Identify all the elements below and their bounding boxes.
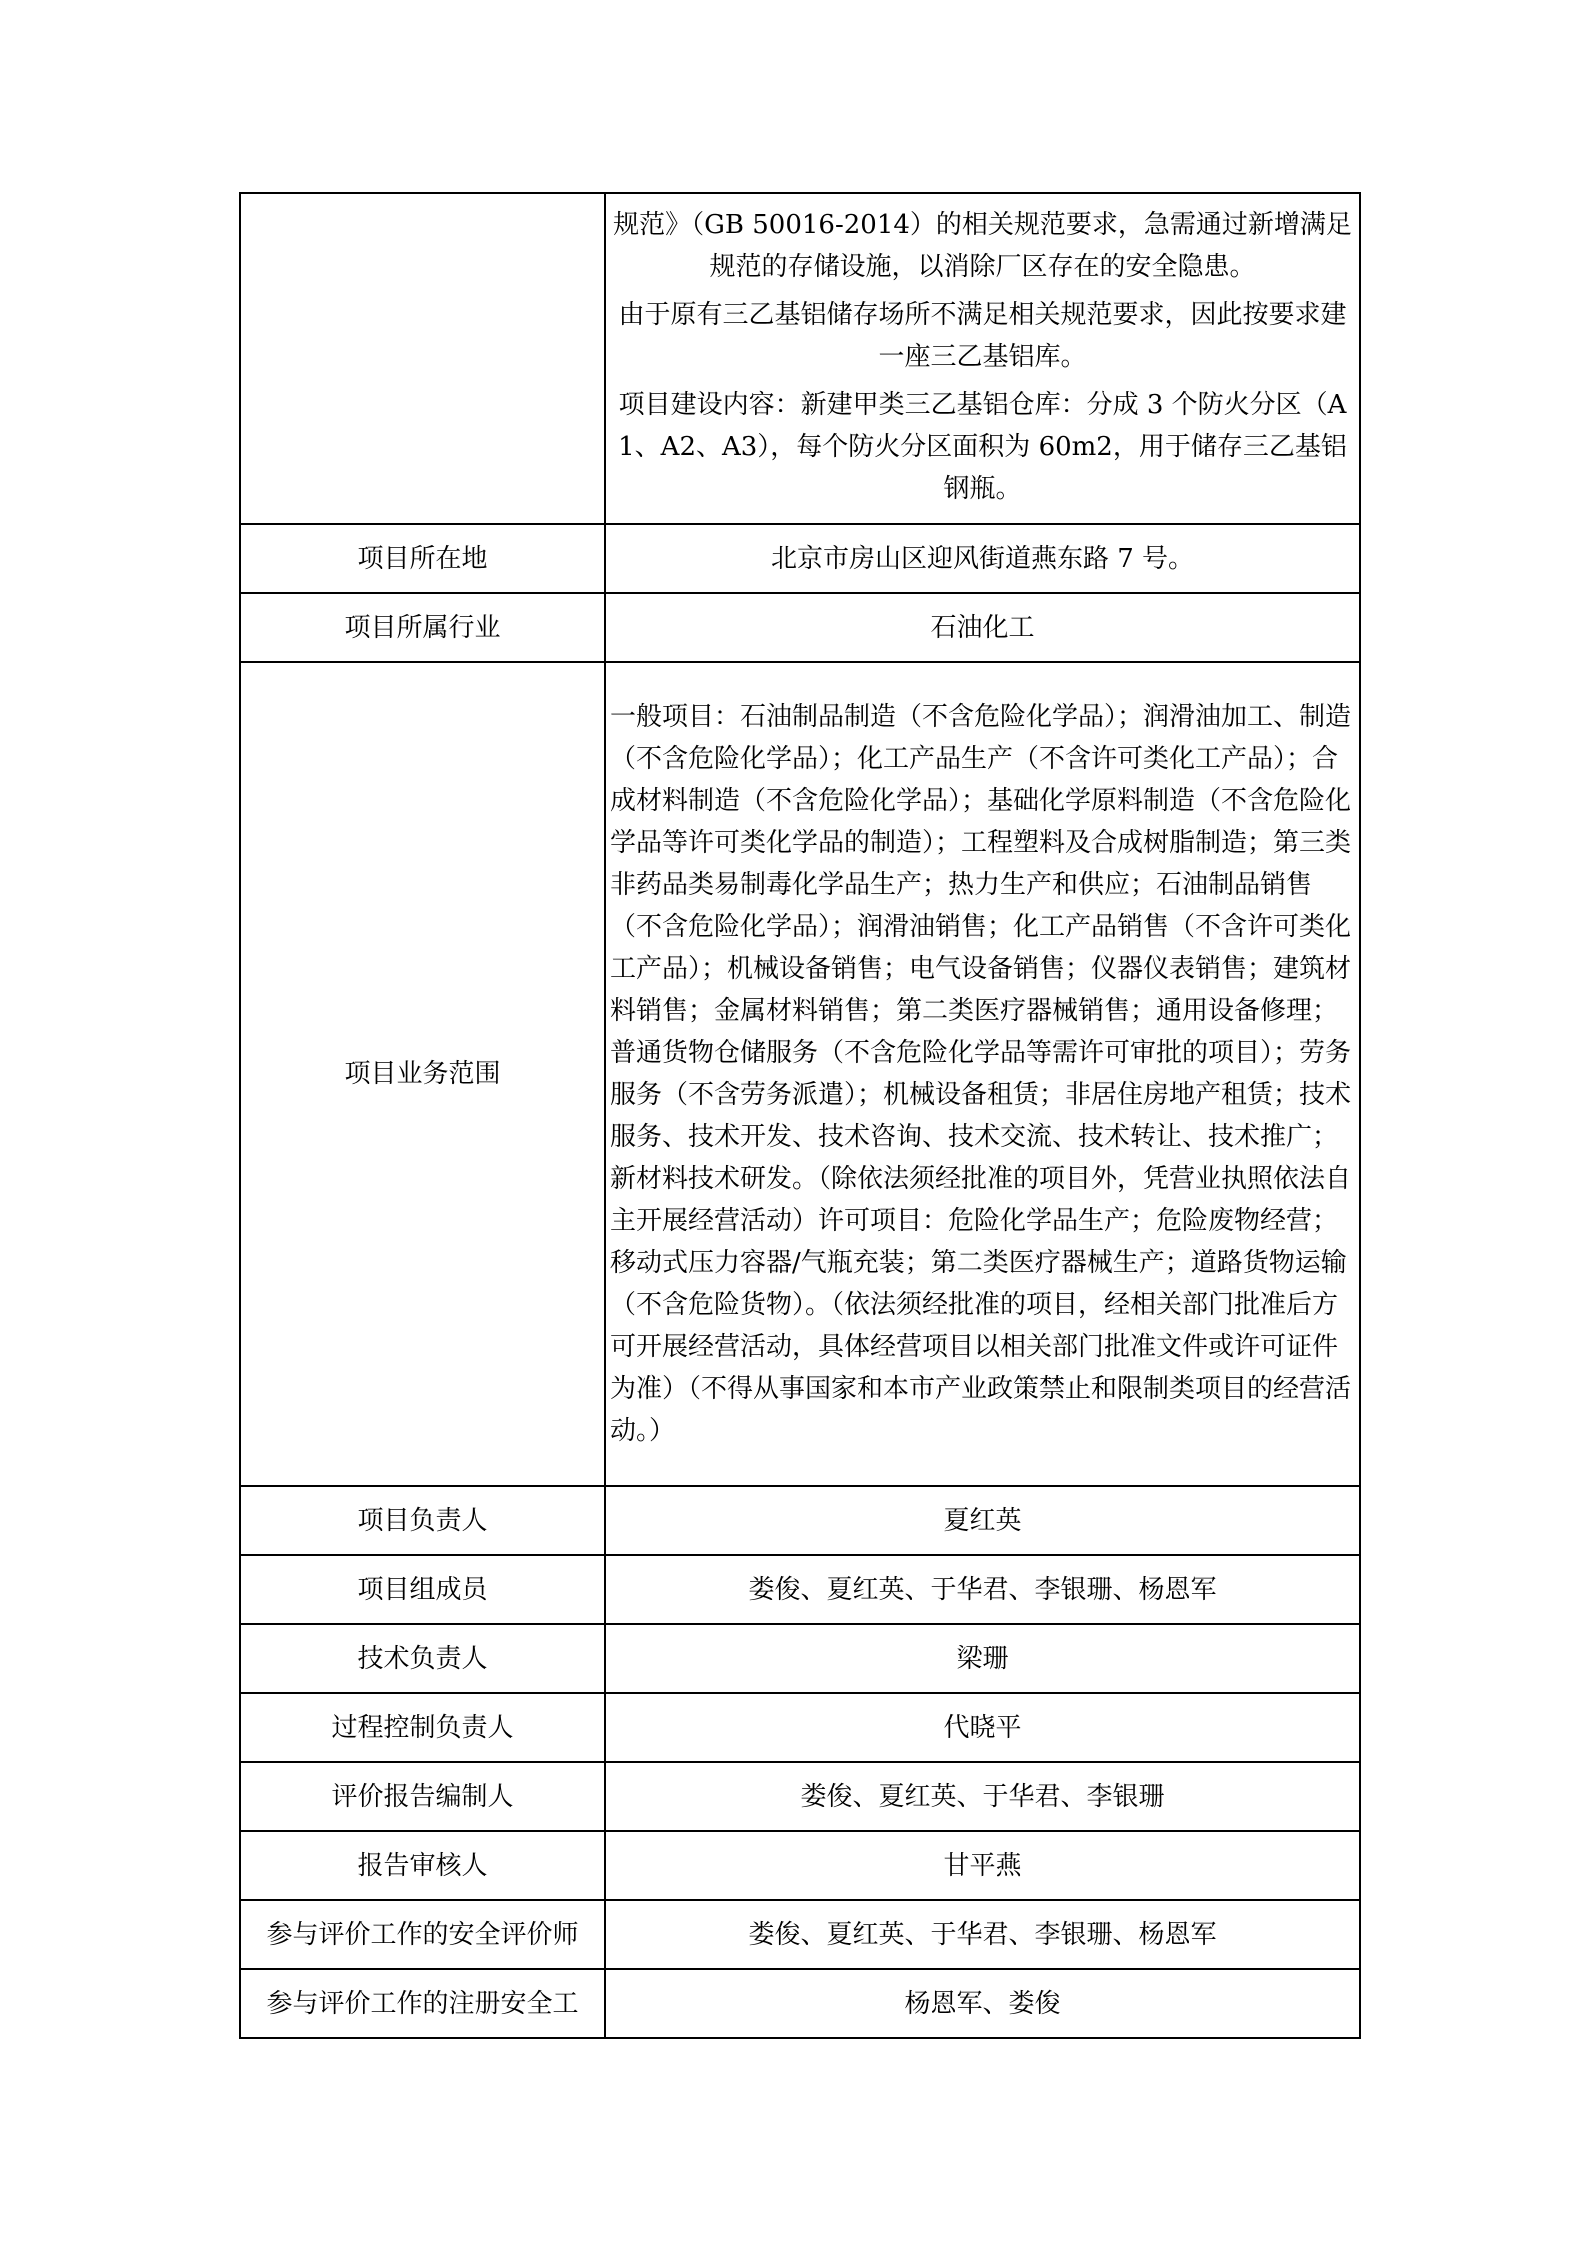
engineers-value: 杨恩军、娄俊 (605, 1969, 1360, 2038)
leader-label: 项目负责人 (240, 1486, 605, 1555)
members-value: 娄俊、夏红英、于华君、李银珊、杨恩军 (605, 1555, 1360, 1624)
row-description (240, 193, 1360, 524)
row-report-authors (240, 1762, 1360, 1831)
location-value: 北京市房山区迎风街道燕东路 7 号。 (605, 524, 1360, 593)
description-label (240, 193, 605, 524)
description-paragraph: 规范》（GB 50016-2014）的相关规范要求，急需通过新增满足规范的存储设施，以消除厂区存在的安全隐患。 (613, 209, 1352, 282)
industry-value: 石油化工 (605, 593, 1360, 662)
report-authors-value: 娄俊、夏红英、于华君、李银珊 (605, 1762, 1360, 1831)
row-leader (240, 1486, 1360, 1555)
row-reviewer (240, 1831, 1360, 1900)
row-evaluators (240, 1900, 1360, 1969)
row-engineers (240, 1969, 1360, 2038)
engineers-label: 参与评价工作的注册安全工 (240, 1969, 605, 2038)
scope-value: 一般项目：石油制品制造（不含危险化学品）；润滑油加工、制造（不含危险化学品）；化工产品生产（不含许可类化工产品）；合成材料制造（不含危险化学品）；基础化学原料制造（不含危险化学品等许可类化学品的制造）；工程塑料及合成树脂制造；第三类非药品类易制毒化学品生产；热力生产和供应；石油制品销售（不含危险化学品）；润滑油销售；化工产品销售（不含许可类化工产品）；机械设备销售；电气设备销售；仪器仪表销售；建筑材料销售；金属材料销售；第二类医疗器械销售；通用设备修理；普通货物仓储服务（不含危险化学品等需许可审批的项目）；劳务服务（不含劳务派遣）；机械设备租赁；非居住房地产租赁；技术服务、技术开发、技术咨询、技术交流、技术转让、技术推广；新材料技术研发。（除依法须经批准的项目外，凭营业执照依法自主开展经营活动）许可项目：危险化学品生产；危险废物经营；移动式压力容器/气瓶充装；第二类医疗器械生产；道路货物运输（不含危险货物）。（依法须经批准的项目，经相关部门批准后方可开展经营活动，具体经营项目以相关部门批准文件或许可证件为准）（不得从事国家和本市产业政策禁止和限制类项目的经营活动。） (605, 662, 1360, 1486)
description-paragraph: 项目建设内容：新建甲类三乙基铝仓库：分成 3 个防火分区（A1、A2、A3），每个防火分区面积为 60m2，用于储存三乙基铝钢瓶。 (618, 389, 1347, 504)
process-leader-label: 过程控制负责人 (240, 1693, 605, 1762)
industry-label: 项目所属行业 (240, 593, 605, 662)
leader-value: 夏红英 (605, 1486, 1360, 1555)
row-location (240, 524, 1360, 593)
evaluators-label: 参与评价工作的安全评价师 (240, 1900, 605, 1969)
description-paragraph: 由于原有三乙基铝储存场所不满足相关规范要求，因此按要求建一座三乙基铝库。 (618, 299, 1347, 372)
project-info-table (239, 192, 1361, 2039)
row-scope (240, 662, 1360, 1486)
tech-leader-label: 技术负责人 (240, 1624, 605, 1693)
evaluators-value: 娄俊、夏红英、于华君、李银珊、杨恩军 (605, 1900, 1360, 1969)
process-leader-value: 代晓平 (605, 1693, 1360, 1762)
reviewer-value: 甘平燕 (605, 1831, 1360, 1900)
report-authors-label: 评价报告编制人 (240, 1762, 605, 1831)
description-value (605, 193, 1360, 524)
row-members (240, 1555, 1360, 1624)
row-process-leader (240, 1693, 1360, 1762)
location-label: 项目所在地 (240, 524, 605, 593)
row-industry (240, 593, 1360, 662)
reviewer-label: 报告审核人 (240, 1831, 605, 1900)
tech-leader-value: 梁珊 (605, 1624, 1360, 1693)
members-label: 项目组成员 (240, 1555, 605, 1624)
scope-label: 项目业务范围 (240, 662, 605, 1486)
row-tech-leader (240, 1624, 1360, 1693)
